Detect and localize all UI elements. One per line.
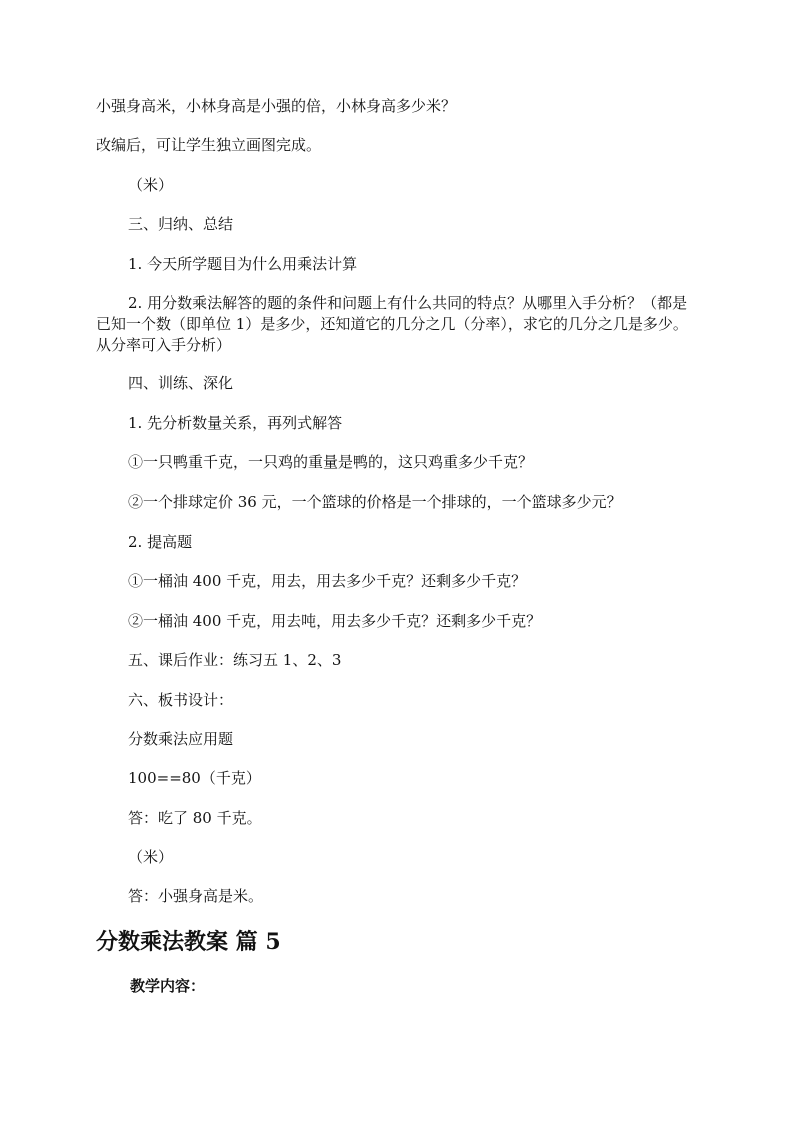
paragraph: （米） xyxy=(128,176,174,194)
paragraph: （米） xyxy=(128,848,174,866)
paragraph: ①一只鸭重千克，一只鸡的重量是鸭的，这只鸡重多少千克？ xyxy=(128,453,534,471)
paragraph: 100==80（千克） xyxy=(128,769,261,787)
paragraph: 1. 先分析数量关系，再列式解答 xyxy=(128,414,343,432)
paragraph: ②一桶油 400 千克，用去吨，用去多少千克？还剩多少千克？ xyxy=(128,612,542,630)
paragraph: 三、归纳、总结 xyxy=(128,215,234,233)
paragraph: 2. 提高题 xyxy=(128,533,193,551)
paragraph: ②一个排球定价 36 元，一个篮球的价格是一个排球的，一个篮球多少元？ xyxy=(128,493,622,511)
paragraph: 小强身高米，小林身高是小强的倍，小林身高多少米？ xyxy=(96,97,457,115)
paragraph: 答：小强身高是米。 xyxy=(128,887,264,905)
sub-heading: 教学内容： xyxy=(130,977,206,995)
paragraph: 六、板书设计： xyxy=(128,691,234,709)
paragraph: 答：吃了 80 千克。 xyxy=(128,809,262,827)
paragraph: 四、训练、深化 xyxy=(128,374,234,392)
paragraph: 分数乘法应用题 xyxy=(128,730,234,748)
paragraph: 改编后，可让学生独立画图完成。 xyxy=(96,136,322,154)
paragraph: 2. 用分数乘法解答的题的条件和问题上有什么共同的特点？从哪里入手分析？（都是已知一个数（即单位 1）是多少，还知道它的几分之几（分率），求它的几分之几是多少。从分率可入手分析） xyxy=(96,294,688,354)
section-heading: 分数乘法教案 篇 5 xyxy=(96,929,281,955)
paragraph: ①一桶油 400 千克，用去，用去多少千克？还剩多少千克？ xyxy=(128,572,527,590)
paragraph: 1. 今天所学题目为什么用乘法计算 xyxy=(128,255,358,273)
paragraph: 五、课后作业：练习五 1、2、3 xyxy=(128,651,342,669)
